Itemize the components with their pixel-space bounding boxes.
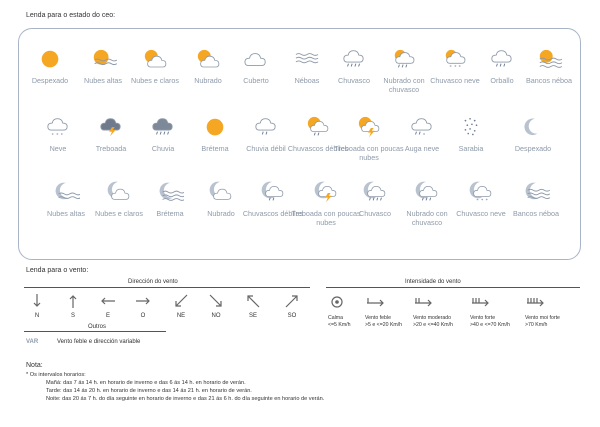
sky-legend-label: Nubrado [207, 209, 235, 218]
sun-fog-icon [535, 48, 563, 72]
drizzle-icon [488, 48, 516, 72]
svg-text:*: * [60, 133, 64, 139]
sun-cloud-icon [141, 48, 169, 72]
wind-intensity-name: Vento moderado [413, 315, 452, 321]
moon-fog-icon [522, 181, 550, 205]
svg-text:*: * [485, 199, 488, 205]
arrow-up-icon [64, 292, 82, 310]
wind-direction-label: SE [248, 313, 257, 319]
arrow-right-icon [134, 292, 152, 310]
rain-icon [149, 116, 177, 140]
sky-legend-label: Bancos néboa [513, 209, 559, 218]
sun-storm-icon [355, 116, 383, 140]
arrow-up-left-icon [244, 292, 262, 310]
note-line-morning: Mañá: das 7 ás 14 h. en horario de inverno e das 6 ás 14 h. en horario de verán. [46, 380, 246, 386]
note-line-afternoon: Tarde: das 14 ás 20 h. en horario de inverno e das 14 ás 21 h. en horario de verán. [46, 388, 252, 394]
wind-strong-icon [470, 293, 492, 311]
sky-legend-item [501, 181, 571, 218]
arrow-down-icon [28, 292, 46, 310]
sky-legend-label: Chuvascos débiles [287, 144, 349, 153]
notes-title: Nota: [26, 362, 43, 369]
wind-very-strong-icon [525, 293, 547, 311]
sky-legend-label: Chuvasco neve [456, 209, 506, 218]
wind-direction-divider [24, 287, 310, 288]
wind-direction-item [58, 292, 88, 319]
variable-wind-description: Vento feble e dirección variable [57, 339, 141, 345]
wind-weak-icon [365, 293, 387, 311]
sky-legend-label: Brétema [156, 209, 184, 218]
wind-others-divider [24, 331, 166, 332]
wind-direction-label: E [105, 313, 110, 319]
fog-icon [293, 48, 321, 72]
sky-legend-label: Bancos néboa [526, 76, 572, 85]
wind-intensity-range: >5 e <=20 Km/h [365, 322, 403, 328]
moon-storm-icon [312, 181, 340, 205]
wind-intensity-range: >20 e <=40 Km/h [413, 322, 453, 328]
notes-heading: * Os intervalos horarios: [26, 372, 86, 378]
wind-direction-item [93, 292, 123, 319]
rain-shower-icon [340, 48, 368, 72]
sky-legend-label: Brétema [201, 144, 229, 153]
wind-direction-label: O [140, 313, 146, 319]
note-line-night: Noite: das 20 ás 7 h. do día seguinte en horario de inverno e das 21 ás 6 h. do día seguinte en horario de verán. [46, 396, 325, 402]
svg-text:*: * [51, 133, 54, 139]
sky-legend-label: Néboas [294, 76, 320, 85]
sky-legend-label: Chuvia débil [246, 144, 286, 153]
sky-legend-label: Despexado [514, 144, 552, 153]
wind-intensity-name: Vento moi forte [525, 315, 560, 321]
wind-direction-item [166, 292, 196, 319]
svg-text:*: * [56, 133, 59, 139]
sky-legend-label: Orballo [490, 76, 514, 85]
wind-intensity-item [413, 293, 463, 329]
sky-legend-label: Treboada con poucas nubes [291, 209, 361, 227]
wind-intensity-item [525, 293, 575, 329]
storm-icon [97, 116, 125, 140]
wind-intensity-range: >70 Km/h [525, 322, 548, 328]
sky-legend-label: Chuvia [151, 144, 175, 153]
moon-rain-shower-icon [361, 181, 389, 205]
wind-others-title: Outros [88, 324, 107, 330]
sky-legend-item [436, 116, 506, 153]
wind-direction-item [128, 292, 158, 319]
sun-icon [36, 48, 64, 72]
sky-legend-label: Chuvasco [359, 209, 391, 218]
wind-direction-title: Dirección do vento [128, 279, 178, 285]
sky-legend-label: Treboada [95, 144, 127, 153]
sky-legend-title: Lenda para o estado do ceo: [26, 12, 116, 19]
svg-text:*: * [449, 65, 452, 71]
arrow-down-right-icon [207, 292, 225, 310]
sky-legend-label: Nubes altas [84, 76, 122, 85]
moon-rain-icon [413, 181, 441, 205]
sun-rain-icon [390, 48, 418, 72]
moon-mist-icon [156, 181, 184, 205]
wind-direction-label: NE [176, 313, 186, 319]
wind-moderate-icon [413, 293, 435, 311]
snow-icon [44, 116, 72, 140]
arrow-down-left-icon [172, 292, 190, 310]
moon-cloud-icon [207, 181, 235, 205]
sun-cloud-icon [194, 48, 222, 72]
variable-wind-code: VAR [26, 339, 39, 345]
light-rain-icon [252, 116, 280, 140]
wind-intensity-range: >40 e <=70 Km/h [470, 322, 510, 328]
sky-legend-label: Chuvasco neve [430, 76, 480, 85]
svg-text:*: * [422, 133, 426, 139]
wind-direction-label: SO [287, 313, 297, 319]
wind-intensity-item [365, 293, 415, 329]
sky-legend-label: Nubes altas [47, 209, 85, 218]
wind-intensity-range: <=5 Km/h [328, 322, 351, 328]
sun-snow-icon [441, 48, 469, 72]
arrow-up-right-icon [283, 292, 301, 310]
svg-text:*: * [481, 199, 484, 205]
moon-cloud-icon [105, 181, 133, 205]
sky-legend-label: Despexado [31, 76, 69, 85]
cloud-icon [242, 48, 270, 72]
wind-direction-label: NO [211, 313, 221, 319]
wind-legend-title: Lenda para o vento: [26, 267, 89, 274]
wind-direction-item [22, 292, 52, 319]
hail-icon [457, 116, 485, 140]
wind-intensity-title: Intensidade do vento [405, 279, 461, 285]
wind-direction-item [238, 292, 268, 319]
sky-legend-label: Auga neve [404, 144, 440, 153]
wind-direction-label: S [70, 313, 75, 319]
moon-icon [519, 116, 547, 140]
moon-snow-icon [467, 181, 495, 205]
wind-direction-label: N [34, 313, 40, 319]
sun-light-rain-icon [304, 116, 332, 140]
sky-legend-label: Chuvasco [338, 76, 370, 85]
sleet-icon [408, 116, 436, 140]
wind-intensity-divider [326, 287, 580, 288]
sky-legend-label: Nubes e claros [131, 76, 179, 85]
svg-text:*: * [454, 65, 457, 71]
svg-text:*: * [458, 65, 462, 71]
wind-intensity-name: Calma [328, 315, 343, 321]
sky-legend-label: Neve [49, 144, 67, 153]
sky-legend-item [514, 48, 584, 85]
moon-light-rain-icon [259, 181, 287, 205]
sky-legend-label: Cuberto [243, 76, 269, 85]
wind-direction-item [277, 292, 307, 319]
calm-icon [328, 293, 350, 311]
sky-legend-label: Nubes e claros [95, 209, 143, 218]
sky-legend-item [498, 116, 568, 153]
svg-text:*: * [476, 199, 479, 205]
sky-legend-label: Nubrado con chuvasco [383, 76, 425, 94]
sky-legend-label: Chuvascos débiles [242, 209, 304, 218]
sun-high-clouds-icon [89, 48, 117, 72]
wind-direction-item [201, 292, 231, 319]
wind-intensity-item [470, 293, 520, 329]
sun-mist-icon [201, 116, 229, 140]
wind-intensity-name: Vento feble [365, 315, 391, 321]
sky-legend-label: Nubrado con chuvasco [406, 209, 448, 227]
moon-high-clouds-icon [52, 181, 80, 205]
sky-legend-label: Treboada con poucas nubes [334, 144, 404, 162]
arrow-left-icon [99, 292, 117, 310]
wind-intensity-name: Vento forte [470, 315, 496, 321]
sky-legend-label: Sarabia [458, 144, 484, 153]
sky-legend-label: Nubrado [194, 76, 222, 85]
